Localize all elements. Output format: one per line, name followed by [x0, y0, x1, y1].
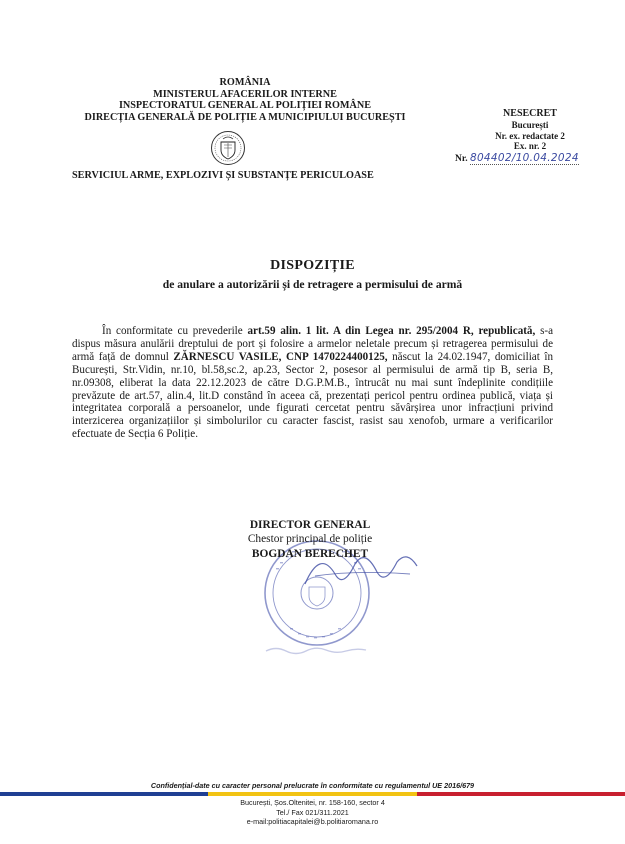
header-line-inspectorate: INSPECTORATUL GENERAL AL POLIȚIEI ROMÂNE	[118, 100, 372, 112]
body-person-identity: ZĂRNESCU VASILE, CNP 1470224400125,	[173, 350, 388, 363]
signatory-role: DIRECTOR GENERAL	[249, 519, 371, 531]
header-line-country: ROMÂNIA	[219, 77, 271, 88]
document-title: DISPOZIȚIE	[270, 258, 355, 273]
header-line-ministry: MINISTERUL AFACERILOR INTERNE	[153, 88, 337, 100]
body-text-1: În conformitate cu prevederile	[102, 325, 248, 337]
body-text-3: născut la 24.02.1947, domiciliat în București, Str.Vidin, nr.10, bl.58,sc.2, ap.23, Sector 2, posesor al permisului de armă tip B, seria B, nr.09308, eliberat la data 22.12.2023 de către D.G.P.M.B., întrucât nu mai sunt îndeplinite condițiile prevăzute de art.57, alin.4, lit.D constând în aceea că, prezentați pericol pentru ordinea publică, viața și integritatea corporală a persoanelor, unde figurati cercetat pentru săvârșirea unor infracțiuni privind interzicerea organizațiilor și simbolurilor cu caracter fascist, rasist sau xenofob, urmare a verificarilor efectuate de Secția 6 Poliție.	[72, 350, 553, 441]
institution-header	[0, 77, 490, 123]
flag-yellow-stripe	[208, 792, 416, 796]
signatory-name: BOGDAN BERECHET	[251, 548, 369, 560]
flag-red-stripe	[417, 792, 625, 796]
tricolor-divider	[0, 792, 625, 796]
classification-copy-number: Ex. nr. 2	[513, 141, 547, 152]
flag-blue-stripe	[0, 792, 208, 796]
faint-watermark-icon	[262, 644, 372, 656]
document-body	[72, 325, 553, 441]
registration-number-label: Nr.	[455, 154, 468, 164]
body-text-2: s-a dispus măsura anulării dreptului de port și folosire a armelor neletale precum și retragerea permisului de armă față de domnul	[72, 325, 554, 363]
header-line-directorate: DIRECȚIA GENERALĂ DE POLIȚIE A MUNICIPIULUI BUCUREȘTI	[84, 111, 406, 123]
police-emblem-icon	[210, 130, 246, 166]
footer-contact	[0, 798, 625, 827]
footer-phone: Tel./ Fax 021/311.2021	[276, 807, 349, 817]
classification-block	[475, 109, 585, 152]
classification-city: București	[511, 119, 549, 130]
classification-copies: Nr. ex. redactate 2	[495, 130, 565, 141]
signatory-rank: Chestor principal de poliție	[247, 533, 373, 545]
footer-email: e-mail:politiacapitalei@b.politiaromana.ro	[246, 817, 379, 827]
confidentiality-notice: Confidențial-date cu caracter personal prelucrate în conformitate cu regulamentul UE 2016/679	[150, 781, 475, 790]
document-subtitle: de anulare a autorizării și de retragere a permisului de armă	[162, 278, 463, 291]
classification-label: NESECRET	[503, 108, 557, 119]
body-legal-reference: art.59 alin. 1 lit. A din Legea nr. 295/2004 R, republicată,	[247, 325, 536, 337]
footer-address: București, Șos.Oltenitei, nr. 158-160, sector 4	[240, 798, 385, 807]
registration-number-value: 804402/10.04.2024	[469, 152, 579, 164]
registration-number	[455, 152, 579, 164]
service-name: SERVICIUL ARME, EXPLOZIVI ȘI SUBSTANȚE PERICULOASE	[72, 170, 374, 181]
